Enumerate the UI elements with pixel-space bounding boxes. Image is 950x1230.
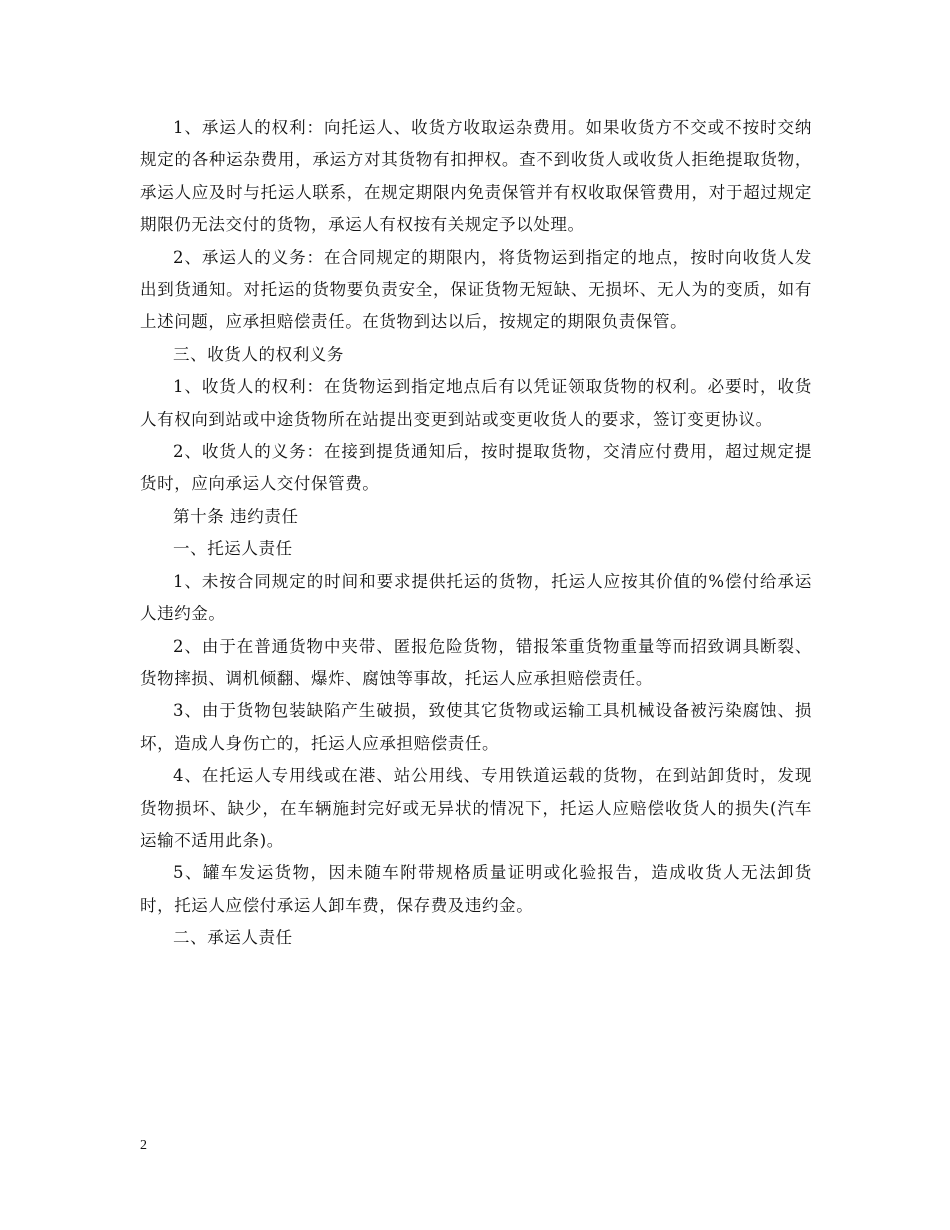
paragraph-carrier-obligations: 2、承运人的义务：在合同规定的期限内，将货物运到指定的地点，按时向收货人发出到货通知。对托运的货物要负责安全，保证货物无短缺、无损坏、无人为的变质，如有上述问题，应承担赔偿责任。在货物到达以后，按规定的期限负责保管。 — [140, 247, 812, 332]
heading-consignee-rights-obligations: 三、收货人的权利义务 — [173, 344, 344, 364]
paragraph-shipper-liability-5: 5、罐车发运货物，因未随车附带规格质量证明或化验报告，造成收货人无法卸货时，托运人应偿付承运人卸车费，保存费及违约金。 — [140, 863, 812, 915]
heading-shipper-liability: 一、托运人责任 — [173, 539, 293, 559]
page-number: 2 — [140, 1138, 147, 1153]
paragraph-carrier-rights: 1、承运人的权利：向托运人、收货方收取运杂费用。如果收货方不交或不按时交纳规定的各种运杂费用，承运方对其货物有扣押权。查不到收货人或收货人拒绝提取货物，承运人应及时与托运人联系，在规定期限内免责保管并有权收取保管费用，对于超过规定期限仍无法交付的货物，承运人有权按有关规定予以处理。 — [140, 118, 812, 235]
paragraph-shipper-liability-4: 4、在托运人专用线或在港、站公用线、专用铁道运载的货物，在到站卸货时，发现货物损坏、缺少，在车辆施封完好或无异状的情况下，托运人应赔偿收货人的损失(汽车运输不适用此条)。 — [140, 766, 812, 850]
heading-carrier-liability: 二、承运人责任 — [173, 928, 293, 948]
document-body — [140, 112, 812, 955]
paragraph-consignee-obligations: 2、收货人的义务：在接到提货通知后，按时提取货物，交清应付费用，超过规定提货时，应向承运人交付保管费。 — [140, 442, 812, 494]
paragraph-shipper-liability-1: 1、未按合同规定的时间和要求提供托运的货物，托运人应按其价值的%偿付给承运人违约金。 — [140, 571, 812, 624]
heading-article-ten-liability: 第十条 违约责任 — [173, 506, 299, 526]
paragraph-consignee-rights: 1、收货人的权利：在货物运到指定地点后有以凭证领取货物的权利。必要时，收货人有权向到站或中途货物所在站提出变更到站或变更收货人的要求，签订变更协议。 — [140, 377, 812, 429]
paragraph-shipper-liability-2: 2、由于在普通货物中夹带、匿报危险货物，错报笨重货物重量等而招致调具断裂、货物摔损、调机倾翻、爆炸、腐蚀等事故，托运人应承担赔偿责任。 — [140, 636, 812, 688]
paragraph-shipper-liability-3: 3、由于货物包装缺陷产生破损，致使其它货物或运输工具机械设备被污染腐蚀、损坏，造成人身伤亡的，托运人应承担赔偿责任。 — [140, 701, 812, 753]
